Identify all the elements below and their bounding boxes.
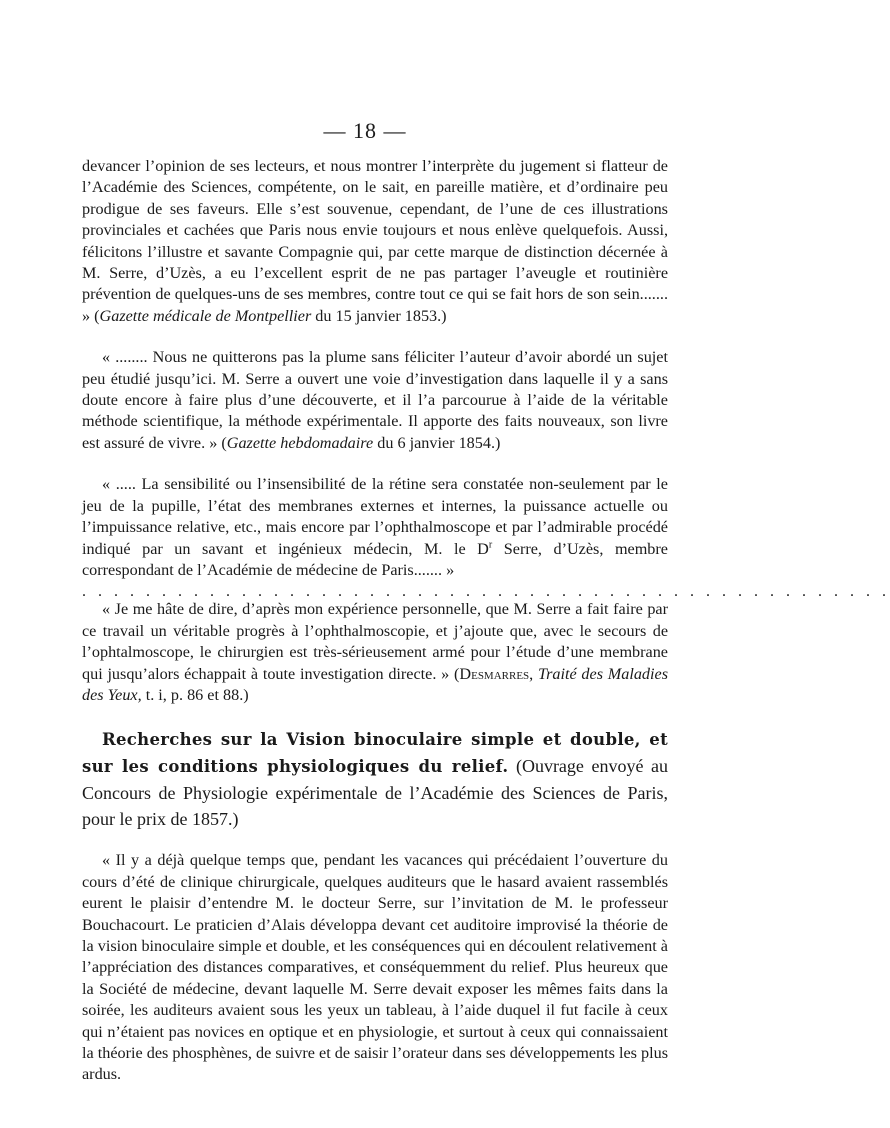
quote-text: « ..... La sensibilité ou l’insensibilité de la rétine sera constatée non-seulement par le jeu de la pupille, l’état des membranes externes et internes, la puissance actuelle ou l’impuissance relative, etc., mais encore par l’ophthalmoscope et par l’admirable procédé indiqué par un savant et ingénieux médecin, M. le D (82, 475, 668, 558)
source-title: Gazette hebdomadaire (226, 433, 374, 452)
comma: , (529, 664, 538, 683)
dotted-separator: . . . . . . . . . . . . . . . . . . . . . . . . . . . . . . . . . . . . . . . . . . . . . . . . . . . (82, 583, 890, 601)
quote-text: devancer l’opinion de ses lecteurs, et nous montrer l’interprète du jugement si flatteur de l’Académie des Sciences, compétente, on le sait, en pareille matière, et d’ordinaire peu prodigue de ses faveurs. Elle s’est souvenue, cependant, de l’une de ces illustrations provinciales et cachées que Paris nous envie toujours et nous enlève quelquefois. Aussi, félicitons l’illustre et savante Compagnie qui, par cette marque de distinction décernée à M. Serre, d’Uzès, a eu l’excellent esprit de ne pas partager l’aveugle et routinière prévention de quelques-uns de ses membres, contre tout ce qui se fait hors de son sein....... » ( (82, 157, 668, 325)
body-text: « Il y a déjà quelque temps que, pendant les vacances qui précédaient l’ouverture du cours d’été de clinique chirurgicale, quelques auditeurs que le hasard avaient rassemblés eurent le plaisir d’entendre M. le docteur Serre, sur l’invitation de M. le professeur Bouchacourt. Le praticien d’Alais développa devant cet auditoire improvisé la théorie de la vision binoculaire simple et double, et les conséquences qui en découlent relativement à l’appréciation des distances comparatives, et conséquemment du relief. Plus heureux que la Société de médecine, devant laquelle M. Serre devait exposer les mêmes faits dans la soirée, les auditeurs avaient sous les yeux un tableau, à l’aide duquel il fut facile à ceux qui n’étaient pas novices en optique et en physiologie, et surtout à ceux qui connaissaient la théorie des phosphènes, de suivre et de saisir l’orateur dans ses développements les plus ardus. (82, 851, 668, 1084)
section-subtitle: (Ouvrage envoyé au Concours de Physiologie expérimentale de l’Académie des Sciences de Paris, pour le prix de 1857.) (82, 756, 668, 830)
source-date: du 6 janvier 1854.) (373, 433, 501, 452)
section-title: Recherches sur la Vision binoculaire simple et double, et sur les conditions physiologiques du relief. (82, 730, 668, 777)
paragraph-retina-quote (82, 474, 668, 581)
paragraph-vision-account (82, 850, 668, 1085)
author-name: Desmarres (459, 664, 530, 683)
section-heading (82, 726, 668, 832)
paragraph-montpellier-quote (82, 156, 668, 327)
source-date: du 15 janvier 1853.) (311, 306, 447, 325)
quote-text: « ........ Nous ne quitterons pas la plume sans féliciter l’auteur d’avoir abordé un sujet peu étudié jusqu’ici. M. Serre a ouvert une voie d’investigation dans laquelle il y a sans doute encore à faire plus d’une découverte, et il l’a parcourue à l’aide de la véritable méthode scientifique, la méthode expérimentale. Il apporte des faits nouveaux, son livre est assuré de vivre. » ( (82, 348, 668, 452)
source-reference: t. i, p. 86 et 88.) (141, 685, 249, 704)
text-body (82, 156, 890, 1086)
paragraph-hebdomadaire-quote (82, 347, 668, 454)
page-number: — 18 — (323, 118, 407, 143)
quote-text: « Je me hâte de dire, d’après mon expérience personnelle, que M. Serre a fait faire par ce travail un véritable progrès à l’ophthalmoscopie, et j’ajoute que, avec le secours de l’ophtalmoscope, le chirurgien est très-sérieusement armé pour l’étude d’une membrane qui jusqu’alors échappait à toute investigation directe. » ( (82, 600, 668, 683)
source-title: Traité des Maladies des Yeux, (82, 664, 668, 704)
source-title: Gazette médicale de Montpellier (99, 306, 312, 325)
paragraph-desmarres-quote (82, 599, 668, 706)
superscript: r (488, 539, 493, 551)
quote-text-end: Serre, d’Uzès, membre correspondant de l’Académie de médecine de Paris....... » (82, 539, 668, 579)
